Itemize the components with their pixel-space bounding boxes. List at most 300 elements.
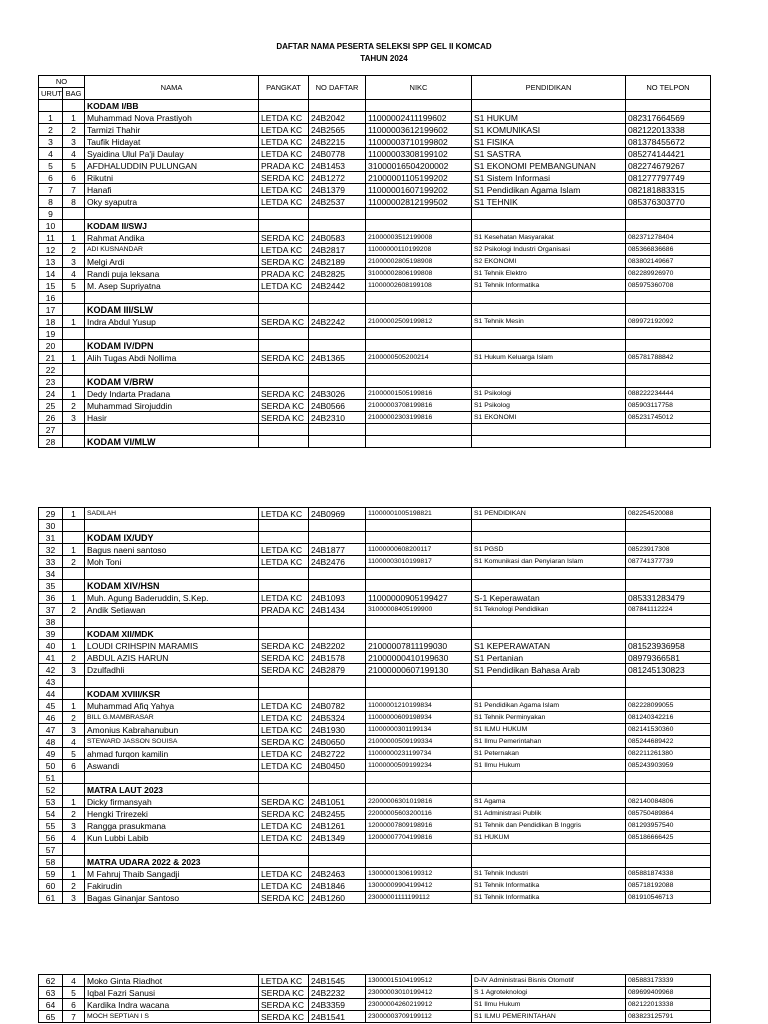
cell-bag <box>63 580 85 592</box>
cell-nikc: 11000000608200117 <box>366 544 472 556</box>
cell-pangkat <box>259 616 309 628</box>
cell-pangkat: SERDA KC <box>259 987 309 999</box>
cell-bag: 4 <box>63 975 85 987</box>
cell-bag: 5 <box>63 987 85 999</box>
cell-urut: 18 <box>39 316 63 328</box>
cell-pendidikan: S1 Ilmu Hukum <box>472 760 626 772</box>
table-row <box>39 880 711 892</box>
table-row <box>39 832 711 844</box>
cell-pangkat <box>259 304 309 316</box>
cell-no-daftar <box>309 340 366 352</box>
cell-nikc <box>366 772 472 784</box>
cell-pendidikan: S2 Psikologi Industri Organisasi <box>472 244 626 256</box>
cell-urut: 40 <box>39 640 63 652</box>
table-row <box>39 316 711 328</box>
cell-no-telpon: 082181883315 <box>626 184 711 196</box>
cell-no-telpon: 082141530360 <box>626 724 711 736</box>
cell-pangkat <box>259 676 309 688</box>
cell-no-telpon: 085718192088 <box>626 880 711 892</box>
table-row <box>39 616 711 628</box>
table-row <box>39 1011 711 1023</box>
cell-nama: M. Asep Supriyatna <box>85 280 259 292</box>
cell-urut: 6 <box>39 172 63 184</box>
cell-urut: 36 <box>39 592 63 604</box>
cell-nama <box>85 676 259 688</box>
cell-bag: 2 <box>63 808 85 820</box>
cell-pendidikan <box>472 616 626 628</box>
cell-no-daftar: 24B1051 <box>309 796 366 808</box>
cell-pendidikan: S1 Tehnik Perminyakan <box>472 712 626 724</box>
cell-nama: Taufik Hidayat <box>85 136 259 148</box>
cell-no-daftar: 24B1930 <box>309 724 366 736</box>
cell-pangkat: LETDA KC <box>259 112 309 124</box>
cell-bag: 3 <box>63 412 85 424</box>
cell-no-daftar: 24B1272 <box>309 172 366 184</box>
cell-pangkat <box>259 532 309 544</box>
cell-pendidikan: S-1 Keperawatan <box>472 592 626 604</box>
cell-no-daftar: 24B1379 <box>309 184 366 196</box>
cell-bag: 6 <box>63 760 85 772</box>
cell-pendidikan <box>472 856 626 868</box>
cell-no-telpon: 08523917308 <box>626 544 711 556</box>
table-row <box>39 328 711 340</box>
cell-urut: 9 <box>39 208 63 220</box>
cell-bag: 5 <box>63 280 85 292</box>
cell-pendidikan: S1 ILMU PEMERINTAHAN <box>472 1011 626 1023</box>
cell-pangkat <box>259 580 309 592</box>
cell-nikc: 21000002805198908 <box>366 256 472 268</box>
cell-no-telpon: 085231745012 <box>626 412 711 424</box>
cell-no-telpon <box>626 580 711 592</box>
cell-urut: 5 <box>39 160 63 172</box>
cell-pangkat: SERDA KC <box>259 256 309 268</box>
cell-nikc <box>366 220 472 232</box>
cell-urut: 12 <box>39 244 63 256</box>
cell-urut: 52 <box>39 784 63 796</box>
cell-pangkat: LETDA KC <box>259 124 309 136</box>
cell-nama: ahmad furqon kamilin <box>85 748 259 760</box>
cell-nama: KODAM XII/MDK <box>85 628 259 640</box>
cell-urut: 53 <box>39 796 63 808</box>
cell-pangkat: PRADA KC <box>259 160 309 172</box>
cell-nikc <box>366 856 472 868</box>
cell-bag <box>63 304 85 316</box>
table-row <box>39 544 711 556</box>
cell-pangkat: SERDA KC <box>259 352 309 364</box>
cell-pangkat <box>259 340 309 352</box>
cell-no-telpon <box>626 784 711 796</box>
cell-nama: Bagus naeni santoso <box>85 544 259 556</box>
cell-no-daftar: 24B1261 <box>309 820 366 832</box>
cell-no-daftar <box>309 220 366 232</box>
cell-no-telpon: 085243903959 <box>626 760 711 772</box>
cell-nama: Muhammad Afiq Yahya <box>85 700 259 712</box>
cell-urut: 26 <box>39 412 63 424</box>
cell-urut: 20 <box>39 340 63 352</box>
cell-bag: 8 <box>63 196 85 208</box>
cell-no-daftar: 24B2476 <box>309 556 366 568</box>
cell-pendidikan <box>472 364 626 376</box>
table-row <box>39 196 711 208</box>
cell-bag <box>63 844 85 856</box>
cell-bag: 1 <box>63 592 85 604</box>
cell-bag: 4 <box>63 268 85 280</box>
cell-urut: 56 <box>39 832 63 844</box>
cell-bag: 3 <box>63 892 85 904</box>
cell-no-daftar: 24B1541 <box>309 1011 366 1023</box>
cell-urut: 51 <box>39 772 63 784</box>
cell-urut: 46 <box>39 712 63 724</box>
cell-pangkat: LETDA KC <box>259 975 309 987</box>
cell-no-daftar: 24B1349 <box>309 832 366 844</box>
cell-urut: 49 <box>39 748 63 760</box>
cell-pendidikan: S1 Kesehatan Masyarakat <box>472 232 626 244</box>
cell-urut: 50 <box>39 760 63 772</box>
cell-nama: MATRA LAUT 2023 <box>85 784 259 796</box>
table-row <box>39 999 711 1011</box>
cell-no-telpon <box>626 844 711 856</box>
cell-no-daftar <box>309 616 366 628</box>
group-header-row <box>39 628 711 640</box>
cell-pendidikan: S1 Pertanian <box>472 652 626 664</box>
cell-nikc <box>366 376 472 388</box>
cell-pangkat: LETDA KC <box>259 244 309 256</box>
header-pangkat: PANGKAT <box>259 76 309 100</box>
cell-pendidikan: S1 Agama <box>472 796 626 808</box>
table-row <box>39 424 711 436</box>
group-header-row <box>39 220 711 232</box>
cell-pendidikan: S1 Tehnik Informatika <box>472 280 626 292</box>
cell-pangkat: SERDA KC <box>259 892 309 904</box>
cell-no-telpon <box>626 292 711 304</box>
cell-pendidikan: S1 HUKUM <box>472 832 626 844</box>
cell-no-telpon: 082122013338 <box>626 124 711 136</box>
cell-nikc <box>366 568 472 580</box>
cell-pangkat: LETDA KC <box>259 712 309 724</box>
cell-nikc <box>366 436 472 448</box>
table-row <box>39 796 711 808</box>
cell-no-daftar: 24B2722 <box>309 748 366 760</box>
cell-no-daftar <box>309 328 366 340</box>
table-row <box>39 604 711 616</box>
cell-nikc: 21000000509199334 <box>366 736 472 748</box>
cell-pendidikan: S1 Komunikasi dan Penyiaran Islam <box>472 556 626 568</box>
cell-no-telpon: 082122013338 <box>626 999 711 1011</box>
cell-pangkat: SERDA KC <box>259 232 309 244</box>
cell-no-daftar <box>309 844 366 856</box>
cell-pendidikan <box>472 100 626 112</box>
cell-no-telpon: 087841112224 <box>626 604 711 616</box>
table-row <box>39 808 711 820</box>
cell-no-telpon: 089972192092 <box>626 316 711 328</box>
cell-no-daftar: 24B2879 <box>309 664 366 676</box>
cell-no-daftar: 24B2463 <box>309 868 366 880</box>
header-no-daftar: NO DAFTAR <box>309 76 366 100</box>
cell-no-daftar: 24B1453 <box>309 160 366 172</box>
cell-no-daftar <box>309 784 366 796</box>
cell-pangkat: SERDA KC <box>259 999 309 1011</box>
cell-nikc: 11000000231199734 <box>366 748 472 760</box>
cell-nikc <box>366 364 472 376</box>
cell-bag <box>63 784 85 796</box>
cell-no-daftar: 24B2537 <box>309 196 366 208</box>
cell-no-telpon: 082289926970 <box>626 268 711 280</box>
cell-urut: 4 <box>39 148 63 160</box>
cell-no-telpon: 081523936958 <box>626 640 711 652</box>
cell-bag <box>63 688 85 700</box>
cell-no-telpon: 085274144421 <box>626 148 711 160</box>
table-row <box>39 508 711 520</box>
cell-pendidikan <box>472 772 626 784</box>
cell-nama: Amonius Kabrahanubun <box>85 724 259 736</box>
cell-nama: Dzulfadhli <box>85 664 259 676</box>
table-row <box>39 208 711 220</box>
cell-nikc: 31000016504200002 <box>366 160 472 172</box>
group-header-row <box>39 304 711 316</box>
cell-nama: KODAM XIV/HSN <box>85 580 259 592</box>
cell-nikc: 13000015104199512 <box>366 975 472 987</box>
cell-pangkat <box>259 424 309 436</box>
cell-pendidikan: S1 PENDIDIKAN <box>472 508 626 520</box>
cell-pendidikan: S1 Tehnik Informatika <box>472 880 626 892</box>
cell-no-daftar <box>309 376 366 388</box>
cell-no-daftar: 24B1093 <box>309 592 366 604</box>
cell-pendidikan <box>472 580 626 592</box>
cell-pendidikan: S1 Psikologi <box>472 388 626 400</box>
cell-no-daftar <box>309 856 366 868</box>
cell-pangkat <box>259 208 309 220</box>
cell-pangkat: SERDA KC <box>259 808 309 820</box>
cell-nama: KODAM VI/MLW <box>85 436 259 448</box>
cell-nikc: 11000000301199134 <box>366 724 472 736</box>
cell-nama <box>85 292 259 304</box>
cell-nama: Rahmat Andika <box>85 232 259 244</box>
cell-nikc: 11000002411199602 <box>366 112 472 124</box>
cell-nama: KODAM II/SWJ <box>85 220 259 232</box>
cell-no-telpon <box>626 568 711 580</box>
table-row <box>39 868 711 880</box>
cell-nama: MOCH SEPTIAN I S <box>85 1011 259 1023</box>
cell-no-daftar: 24B2042 <box>309 112 366 124</box>
cell-pangkat: LETDA KC <box>259 556 309 568</box>
cell-no-daftar: 24B1434 <box>309 604 366 616</box>
cell-nama: Hengki Trirezeki <box>85 808 259 820</box>
cell-nikc: 12000007809198916 <box>366 820 472 832</box>
cell-pangkat: LETDA KC <box>259 880 309 892</box>
cell-pangkat: LETDA KC <box>259 748 309 760</box>
cell-pendidikan: S1 Pendidikan Agama Islam <box>472 700 626 712</box>
table-row <box>39 520 711 532</box>
cell-nama: Syaidina Ulul Pa'ji Daulay <box>85 148 259 160</box>
cell-pendidikan: S1 Tehnik dan Pendidikan B Inggris <box>472 820 626 832</box>
cell-urut: 10 <box>39 220 63 232</box>
cell-no-telpon: 081240342216 <box>626 712 711 724</box>
cell-no-telpon <box>626 532 711 544</box>
cell-nikc: 11000000609198934 <box>366 712 472 724</box>
cell-no-telpon <box>626 616 711 628</box>
group-header-row <box>39 376 711 388</box>
cell-no-daftar: 24B2242 <box>309 316 366 328</box>
cell-urut: 30 <box>39 520 63 532</box>
cell-no-telpon <box>626 328 711 340</box>
header-pendidikan: PENDIDIKAN <box>472 76 626 100</box>
cell-no-telpon: 085881874338 <box>626 868 711 880</box>
cell-pangkat: PRADA KC <box>259 604 309 616</box>
cell-no-daftar <box>309 532 366 544</box>
cell-no-telpon <box>626 424 711 436</box>
cell-nama: Tarmizi Thahir <box>85 124 259 136</box>
cell-no-daftar: 24B0969 <box>309 508 366 520</box>
document-subtitle: TAHUN 2024 <box>360 54 408 63</box>
cell-nikc <box>366 292 472 304</box>
cell-no-telpon <box>626 340 711 352</box>
cell-bag <box>63 424 85 436</box>
cell-urut: 21 <box>39 352 63 364</box>
cell-bag: 6 <box>63 172 85 184</box>
cell-bag <box>63 340 85 352</box>
cell-urut: 3 <box>39 136 63 148</box>
cell-no-telpon: 085975360708 <box>626 280 711 292</box>
cell-pendidikan: S1 Tehnik Industri <box>472 868 626 880</box>
cell-no-daftar: 24B1877 <box>309 544 366 556</box>
cell-pendidikan <box>472 844 626 856</box>
cell-pendidikan <box>472 688 626 700</box>
cell-bag: 5 <box>63 748 85 760</box>
table-row <box>39 568 711 580</box>
cell-pangkat <box>259 328 309 340</box>
table-row <box>39 712 711 724</box>
cell-pendidikan: S1 Sistem Informasi <box>472 172 626 184</box>
cell-urut: 35 <box>39 580 63 592</box>
table-row <box>39 748 711 760</box>
cell-bag: 1 <box>63 640 85 652</box>
cell-no-telpon: 08979366581 <box>626 652 711 664</box>
cell-no-daftar <box>309 772 366 784</box>
cell-pangkat: SERDA KC <box>259 664 309 676</box>
cell-bag: 2 <box>63 400 85 412</box>
cell-nikc: 13000009904199412 <box>366 880 472 892</box>
cell-bag: 1 <box>63 112 85 124</box>
cell-nikc: 11000003710199802 <box>366 136 472 148</box>
cell-bag <box>63 292 85 304</box>
cell-nikc: 11000000509199234 <box>366 760 472 772</box>
cell-pangkat: SERDA KC <box>259 1011 309 1023</box>
header-bag: BAG <box>63 88 85 100</box>
cell-nikc: 23000003709199112 <box>366 1011 472 1023</box>
cell-no-daftar: 24B2442 <box>309 280 366 292</box>
cell-no-daftar: 24B2565 <box>309 124 366 136</box>
header-no-telpon: NO TELPON <box>626 76 711 100</box>
cell-pangkat: LETDA KC <box>259 136 309 148</box>
cell-bag <box>63 208 85 220</box>
cell-nikc <box>366 616 472 628</box>
cell-pangkat: SERDA KC <box>259 652 309 664</box>
cell-bag <box>63 364 85 376</box>
cell-no-daftar <box>309 424 366 436</box>
cell-bag <box>63 532 85 544</box>
cell-nikc: 21000001105199202 <box>366 172 472 184</box>
cell-nama: Muh. Agung Baderuddin, S.Kep. <box>85 592 259 604</box>
cell-nama <box>85 364 259 376</box>
cell-pangkat <box>259 772 309 784</box>
cell-bag: 4 <box>63 148 85 160</box>
cell-pangkat: LETDA KC <box>259 760 309 772</box>
cell-no-telpon: 081378455672 <box>626 136 711 148</box>
cell-urut: 2 <box>39 124 63 136</box>
table-row <box>39 987 711 999</box>
cell-no-telpon <box>626 676 711 688</box>
cell-pangkat: SERDA KC <box>259 400 309 412</box>
cell-urut: 64 <box>39 999 63 1011</box>
header-nama: NAMA <box>85 76 259 100</box>
cell-pangkat: LETDA KC <box>259 184 309 196</box>
table-row <box>39 112 711 124</box>
cell-pangkat: SERDA KC <box>259 796 309 808</box>
cell-no-daftar: 24B0778 <box>309 148 366 160</box>
cell-pendidikan <box>472 376 626 388</box>
cell-pendidikan: S1 Administrasi Publik <box>472 808 626 820</box>
cell-no-telpon: 083802149667 <box>626 256 711 268</box>
cell-no-telpon: 085244689422 <box>626 736 711 748</box>
cell-pangkat: LETDA KC <box>259 832 309 844</box>
cell-no-telpon: 083823125791 <box>626 1011 711 1023</box>
cell-bag: 3 <box>63 664 85 676</box>
cell-pendidikan: S1 Tehnik Elektro <box>472 268 626 280</box>
cell-no-daftar: 24B0583 <box>309 232 366 244</box>
cell-no-telpon: 081245130823 <box>626 664 711 676</box>
cell-pendidikan <box>472 424 626 436</box>
cell-nama: Dicky firmansyah <box>85 796 259 808</box>
header-urut: URUT <box>39 88 63 100</box>
cell-bag <box>63 568 85 580</box>
cell-urut: 1 <box>39 112 63 124</box>
cell-no-daftar <box>309 568 366 580</box>
cell-bag <box>63 616 85 628</box>
table-row <box>39 556 711 568</box>
cell-nama: Randi puja leksana <box>85 268 259 280</box>
participant-table-page-3 <box>38 974 711 1023</box>
cell-nikc <box>366 520 472 532</box>
cell-pendidikan: S1 Tehnik Informatika <box>472 892 626 904</box>
cell-pangkat: SERDA KC <box>259 640 309 652</box>
cell-pangkat: LETDA KC <box>259 280 309 292</box>
cell-pendidikan <box>472 304 626 316</box>
group-header-row <box>39 340 711 352</box>
cell-no-daftar: 24B2215 <box>309 136 366 148</box>
table-row <box>39 760 711 772</box>
cell-no-telpon: 082228099055 <box>626 700 711 712</box>
cell-urut: 16 <box>39 292 63 304</box>
group-header-row <box>39 580 711 592</box>
cell-pendidikan <box>472 676 626 688</box>
cell-no-daftar: 24B2817 <box>309 244 366 256</box>
cell-nikc <box>366 784 472 796</box>
cell-nikc: 22000005603200116 <box>366 808 472 820</box>
cell-no-telpon: 089699409968 <box>626 987 711 999</box>
cell-bag: 5 <box>63 160 85 172</box>
cell-nama: Andik Setiawan <box>85 604 259 616</box>
cell-pangkat: PRADA KC <box>259 268 309 280</box>
table-row <box>39 412 711 424</box>
cell-nama: M Fahruj Thaib Sangadji <box>85 868 259 880</box>
table-row <box>39 280 711 292</box>
cell-pendidikan: S1 Pendidikan Bahasa Arab <box>472 664 626 676</box>
cell-nama <box>85 520 259 532</box>
cell-pendidikan <box>472 532 626 544</box>
cell-nama: BILL G.MAMBRASAR <box>85 712 259 724</box>
cell-no-daftar <box>309 688 366 700</box>
cell-no-daftar: 24B0650 <box>309 736 366 748</box>
